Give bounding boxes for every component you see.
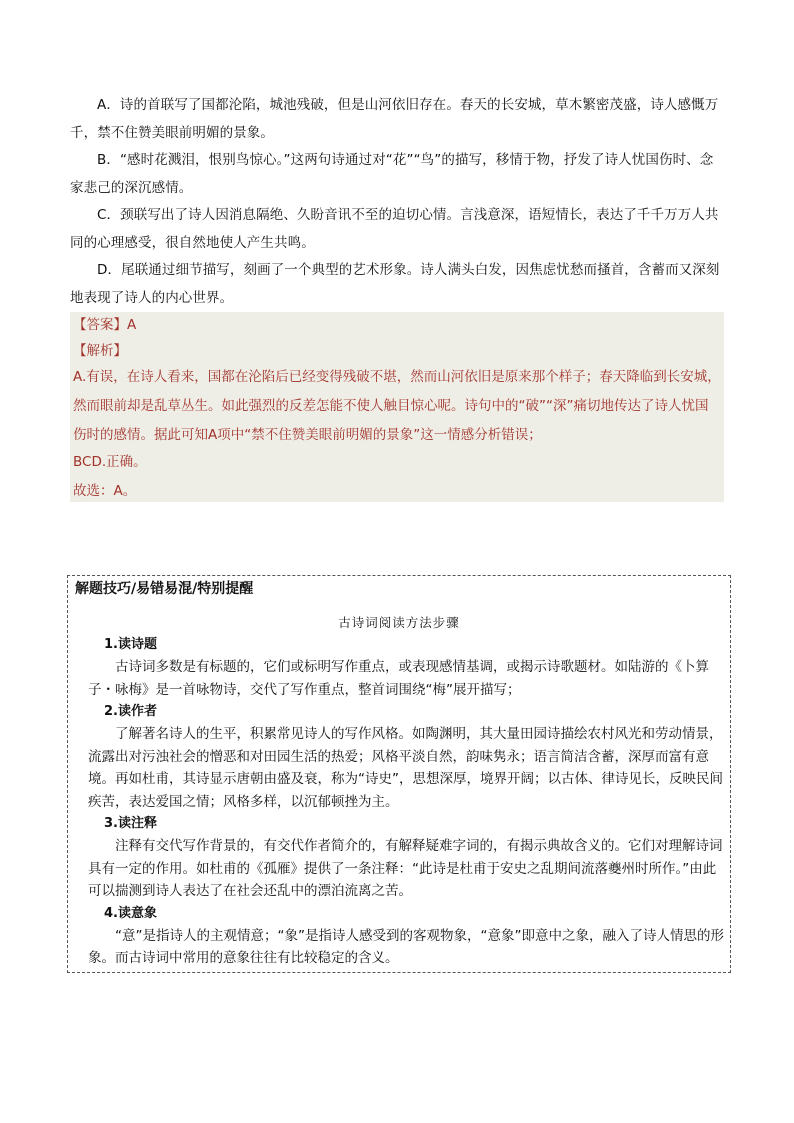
step-body: “意”是指诗人的主观情意；“象”是指诗人感受到的客观物象，“意象”即意中之象，融入了诗人情思的形象。而古诗词中常用的意象往往有比较稳定的含义。 bbox=[88, 927, 724, 966]
analysis-label: 【解析】 bbox=[73, 343, 127, 359]
option-c: C．颈联写出了诗人因消息隔绝、久盼音讯不至的迫切心情。言浅意深，语短情长，表达了千千万万人共同的心理感受，很自然地使人产生共鸣。 bbox=[70, 207, 719, 251]
step-heading: 4.读意象 bbox=[104, 905, 157, 921]
answer-label: 【答案】 bbox=[73, 317, 127, 333]
tips-title: 解题技巧/易错易混/特别提醒 bbox=[75, 581, 254, 597]
step-heading: 2.读作者 bbox=[104, 704, 157, 719]
step-heading: 1.读诗题 bbox=[104, 637, 157, 652]
step-body: 注释有交代写作背景的，有交代作者简介的，有解释疑难字词的，有揭示典故含义的。它们对理解诗词具有一定的作用。如杜甫的《孤雁》提供了一条注释：“此诗是杜甫于安史之乱期间流落夔州时所作。”由此可以揣测到诗人表达了在社会还乱中的漂泊流离之苦。 bbox=[88, 838, 723, 899]
step-body: 古诗词多数是有标题的，它们或标明写作重点，或表现感情基调，或揭示诗歌题材。如陆游的《卜算子・咏梅》是一首咏物诗，交代了写作重点，整首词围绕“梅”展开描写； bbox=[88, 659, 709, 698]
answer-line bbox=[73, 314, 136, 336]
answer-value: A bbox=[127, 317, 137, 333]
analysis-conclusion: 故选：A。 bbox=[73, 483, 137, 499]
option-d: D．尾联通过细节描写，刻画了一个典型的艺术形象。诗人满头白发，因焦虑忧愁而搔首，含蓄而又深刻地表现了诗人的内心世界。 bbox=[70, 262, 720, 306]
tips-content bbox=[88, 634, 728, 970]
step-body: 了解著名诗人的生平，积累常见诗人的写作风格。如陶渊明，其大量田园诗描绘农村风光和劳动情景，流露出对污浊社会的憎恶和对田园生活的热爱；风格平淡自然，韵味隽永；语言简洁含蓄，深厚而富有意境。再如杜甫，其诗显示唐朝由盛及衰，称为“诗史”，思想深厚，境界开阔；以古体、律诗见长，反映民间疾苦，表达爱国之情；风格多样，以沉郁顿挫为主。 bbox=[88, 726, 723, 810]
analysis-bcd: BCD.正确。 bbox=[73, 454, 147, 470]
option-a: A．诗的首联写了国都沦陷，城池残破，但是山河依旧存在。春天的长安城，草木繁密茂盛，诗人感慨万千，禁不住赞美眼前明媚的景象。 bbox=[70, 97, 719, 141]
tips-box bbox=[67, 575, 731, 973]
step-heading: 3.读注释 bbox=[104, 816, 157, 831]
analysis-text: A.有误，在诗人看来，国都在沦陷后已经变得残破不堪，然而山河依旧是原来那个样子；春天降临到长安城，然而眼前却是乱草丛生。如此强烈的反差怎能不使人触目惊心呢。诗句中的“破”“深”痛切地传达了诗人忧国伤时的感情。据此可知A项中“禁不住赞美眼前明媚的景象”这一情感分析错误； bbox=[73, 369, 721, 443]
answer-analysis-box bbox=[70, 312, 724, 502]
answer-options bbox=[70, 92, 724, 312]
option-b: B．“感时花溅泪，恨别鸟惊心。”这两句诗通过对“花”“鸟”的描写，移情于物，抒发了诗人忧国伤时、念家悲己的深沉感情。 bbox=[70, 152, 714, 196]
method-title: 古诗词阅读方法步骤 bbox=[338, 615, 460, 630]
